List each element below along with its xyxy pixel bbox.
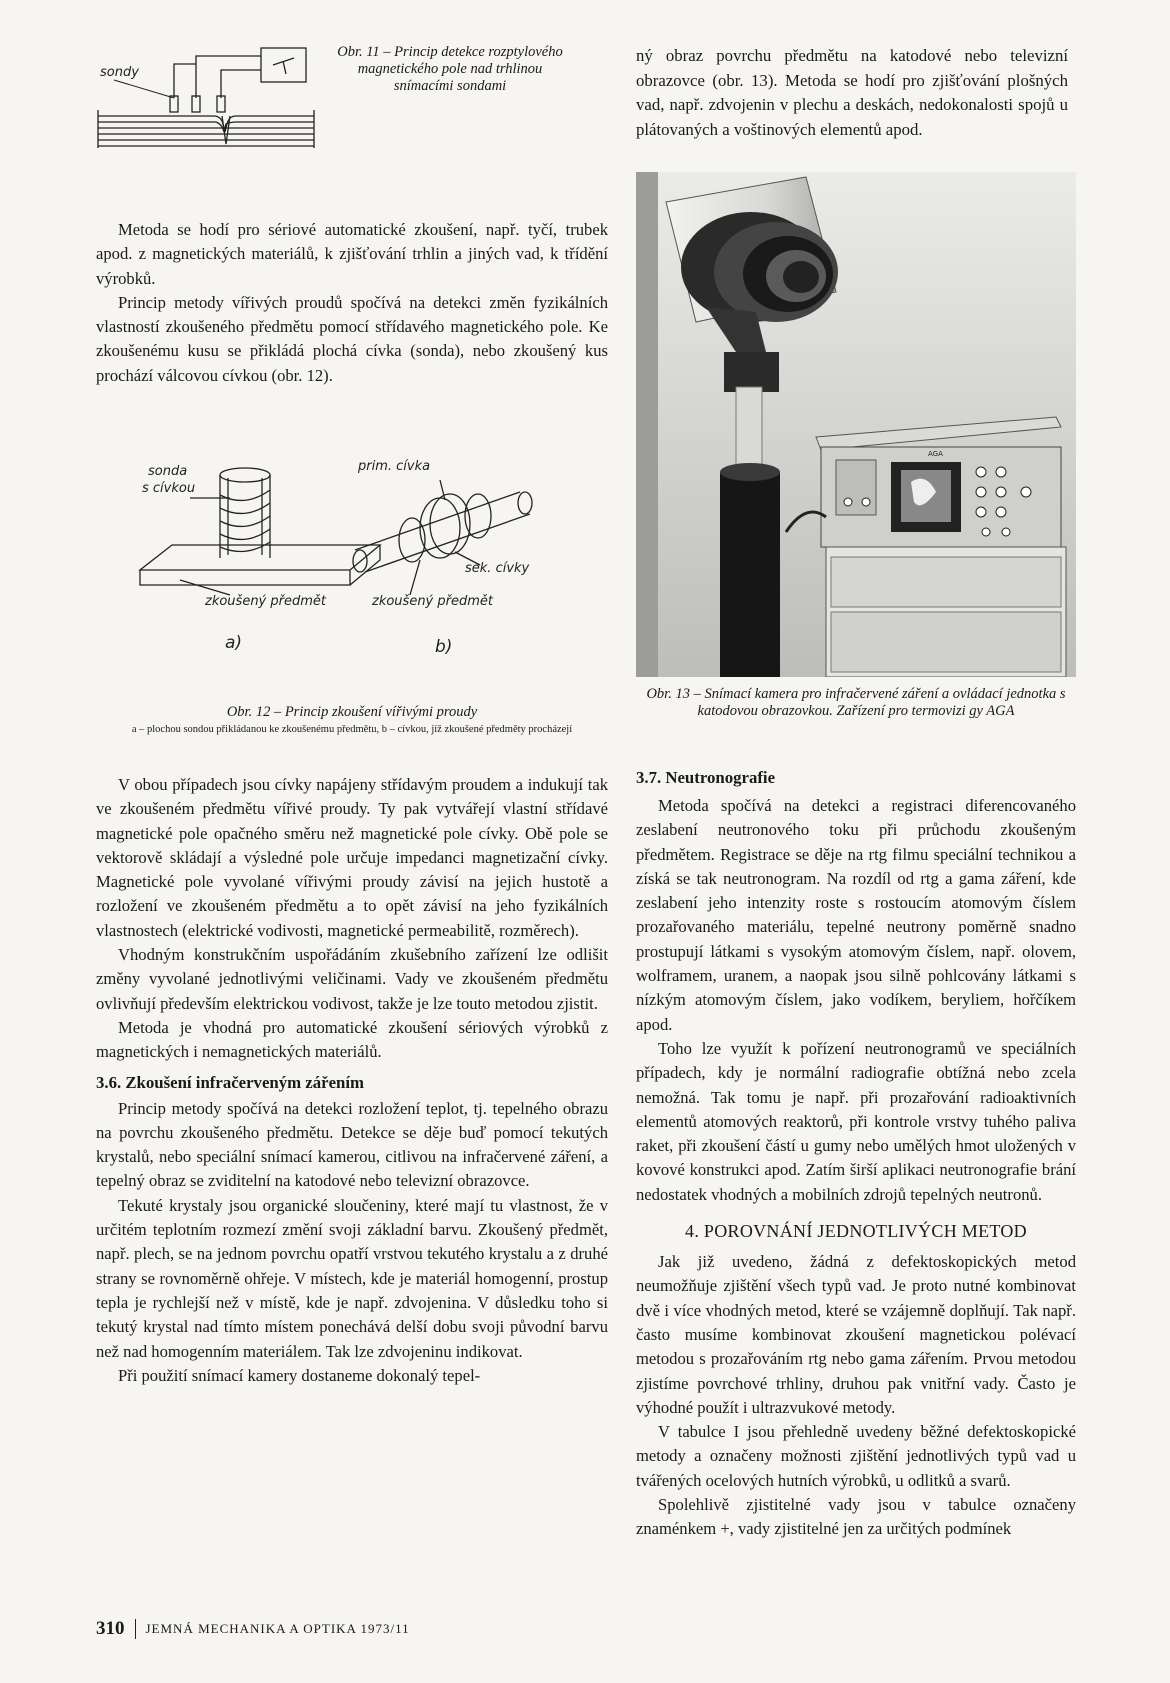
left-paragraph-3: V obou případech jsou cívky napájeny střídavým proudem a indukují tak ve zkoušeném předmětu vířivé proudy. Ty pak vytvářejí vlastní střídavé magnetické pole opačného směru než magnetické pole cívky. Obě pole se vektorově skládají a výsledné pole určuje impedanci magnetizační cívky. Magnetické pole vyvolané vířivými proudy závisí na jejich hustotě a rozložení ve zkoušeném předmětu a to opět závisí na jeho fyzikálních vlastnostech (elektrické vodivosti, magnetické permeabilitě, rozměrech).	[96, 775, 608, 940]
page-footer	[96, 1618, 596, 1640]
fig12-subcaption: a – plochou sondou přikládanou ke zkoušenému předmětu, b – cívkou, jíž zkoušené předměty procházejí	[131, 724, 573, 735]
fig12-label-predmet-b: zkoušený předmět	[372, 594, 493, 609]
fig12-label-sek-civky: sek. cívky	[465, 561, 530, 576]
left-paragraph-2: Princip metody vířivých proudů spočívá na detekci změn fyzikálních vlastností zkoušeného předmětu pomocí střídavého magnetického pole. Ke zkoušenému kusu se přikládá plochá cívka (sonda), nebo zkoušený kus prochází válcovou cívkou (obr. 12).	[96, 292, 608, 385]
fig11-caption: Obr. 11 – Princip detekce rozptylového magnetického pole nad trhlinou snímacími sondami	[337, 44, 563, 94]
right-lower-text	[636, 768, 1076, 1542]
footer-divider	[135, 1619, 136, 1639]
section-3-7-heading: 3.7. Neutronografie	[636, 768, 776, 787]
figure-11	[96, 40, 316, 150]
right-paragraph-1: Metoda spočívá na detekci a registraci diferencovaného zeslabení neutronového toku při průchodu zkoušeným předmětem. Registrace se děje na rtg filmu speciální technikou a získá se tak neutronogram. Na rozdíl od rtg a gama záření, kde zeslabení jeho intenzity roste s rostoucím atomovým číslem prozařovaného materiálu, tepelné neutrony poměrně snadno prostupují látkami s vysokým atomovým číslem, např. olovem, wolframem, uranem, a naopak jsou silně pohlcovány látkami s nízkým atomovým číslem, jako vodíkem, beryliem, hořčíkem apod.	[636, 796, 1076, 1034]
fig12-label-prim-civka: prim. cívka	[358, 459, 431, 474]
fig13-panel-label: AGA	[928, 450, 943, 458]
fig12-label-b: b)	[435, 637, 453, 657]
fig12-diagram	[120, 440, 620, 700]
fig12-caption: Obr. 12 – Princip zkoušení vířivými proudy	[226, 704, 478, 720]
right-paragraph-2: Toho lze využít k pořízení neutronogramů ve speciálních případech, kdy je normální radiografie obtížná nebo zcela nemožná. Tak tomu je např. při prozařování radioaktivních elementů atomových reaktorů, při kontrole vrstvy tuhého paliva raket, při zkoušení částí u gumy nebo umělých hmot uložených v kovové konstrukci apod. Zatím širší aplikaci neutronografie brání nedostatek vhodných a mobilních zdrojů tepelných neutronů.	[636, 1038, 1076, 1204]
left-paragraph-6: Princip metody spočívá na detekci rozložení teplot, tj. tepelného obrazu na povrchu zkoušeného předmětu. Detekce se děje buď pomocí tekutých krystalů, nebo speciální snímací kamerou, citlivou na infračervené záření, a tepelný obraz se zviditelní na katodové nebo televizní obrazovce.	[96, 1098, 608, 1191]
figure-13-photo	[636, 172, 1076, 677]
fig12-label-a: a)	[225, 633, 243, 653]
fig11-label-sondy: sondy	[100, 65, 139, 80]
fig13-photo-graphic	[636, 172, 1076, 677]
left-paragraph-1: Metoda se hodí pro sériové automatické zkoušení, např. tyčí, trubek apod. z magnetických materiálů, k zjišťování trhlin a jiných vad, k třídění výrobků.	[96, 220, 608, 288]
section-4-heading: 4. POROVNÁNÍ JEDNOTLIVÝCH METOD	[685, 1221, 1027, 1242]
fig12-label-s-civkou: s cívkou	[142, 481, 196, 496]
left-lower-text	[96, 773, 608, 1388]
right-paragraph-5: Spolehlivě zjistitelné vady jsou v tabulce označeny znaménkem +, vady zjistitelné jen za určitých podmínek	[636, 1495, 1076, 1539]
section-3-6-heading: 3.6. Zkoušení infračerveným zářením	[96, 1072, 365, 1092]
fig12-label-predmet-a: zkoušený předmět	[205, 594, 326, 609]
left-paragraph-8: Při použití snímací kamery dostaneme dokonalý tepel-	[118, 1365, 481, 1385]
journal-title: JEMNÁ MECHANIKA A OPTIKA 1973/11	[145, 1621, 410, 1636]
left-paragraph-5: Metoda je vhodná pro automatické zkoušení sériových výrobků z magnetických i nemagnetických materiálů.	[96, 1017, 608, 1062]
fig11-diagram	[96, 40, 316, 150]
page-number: 310	[96, 1618, 125, 1639]
fig12-label-sonda: sonda	[148, 464, 188, 479]
right-paragraph-3: Jak již uvedeno, žádná z defektoskopických metod neumožňuje zjištění všech typů vad. Je proto nutné kombinovat dvě i více vhodných metod, které se vzájemně doplňují. Tak např. často musíme kombinovat zkoušení magnetickou polévací metodou s prozařováním rtg nebo gama zářením. Prvou metodou zjistíme povrchové trhliny, druhou pak vnitřní vady. Často je výhodné použít i ultrazvukové metody.	[636, 1252, 1076, 1417]
figure-12	[120, 440, 620, 700]
left-paragraph-4: Vhodným konstrukčním uspořádáním zkušebního zařízení lze odlišit změny vyvolané jednotlivými veličinami. Vady ve zkoušeném předmětu ovlivňují především elektrickou vodivost, takže je lze touto metodou zjistit.	[96, 945, 608, 1013]
fig13-caption: Obr. 13 – Snímací kamera pro infračervené záření a ovládací jednotka s katodovou obrazovkou. Zařízení pro termovizi gy AGA	[646, 686, 1066, 719]
left-paragraph-7: Tekuté krystaly jsou organické sloučeniny, které mají tu vlastnost, že v určitém teplotním rozmezí změní svoji základní barvu. Zkoušený předmět, např. plech, se na jednom povrchu opatří vrstvou tekutého krystalu a z druhé strany se rovnoměrně ohřeje. V místech, kde je materiál homogenní, prostup tepla je rychlejší než v místě, kde je např. zdvojenina. V důsledku toho si tekutý krystal nad tímto místem ponechává delší dobu svoji původní barvu než nad homogenním materiálem. Tak lze zdvojeninu indikovat.	[96, 1195, 608, 1361]
top-right-paragraph: ný obraz povrchu předmětu na katodové nebo televizní obrazovce (obr. 13). Metoda se hodí pro zjišťování plošných vad, např. zdvojenin v plechu a deskách, nedokonalosti spojů u plátovaných a voštinových elementů apod.	[636, 46, 1068, 139]
left-upper-text	[96, 218, 608, 388]
right-paragraph-4: V tabulce I jsou přehledně uvedeny běžné defektoskopické metody a označeny možnosti zjištění jednotlivých typů vad u tvářených ocelových hutních výrobků, u odlitků a svarů.	[636, 1422, 1076, 1490]
